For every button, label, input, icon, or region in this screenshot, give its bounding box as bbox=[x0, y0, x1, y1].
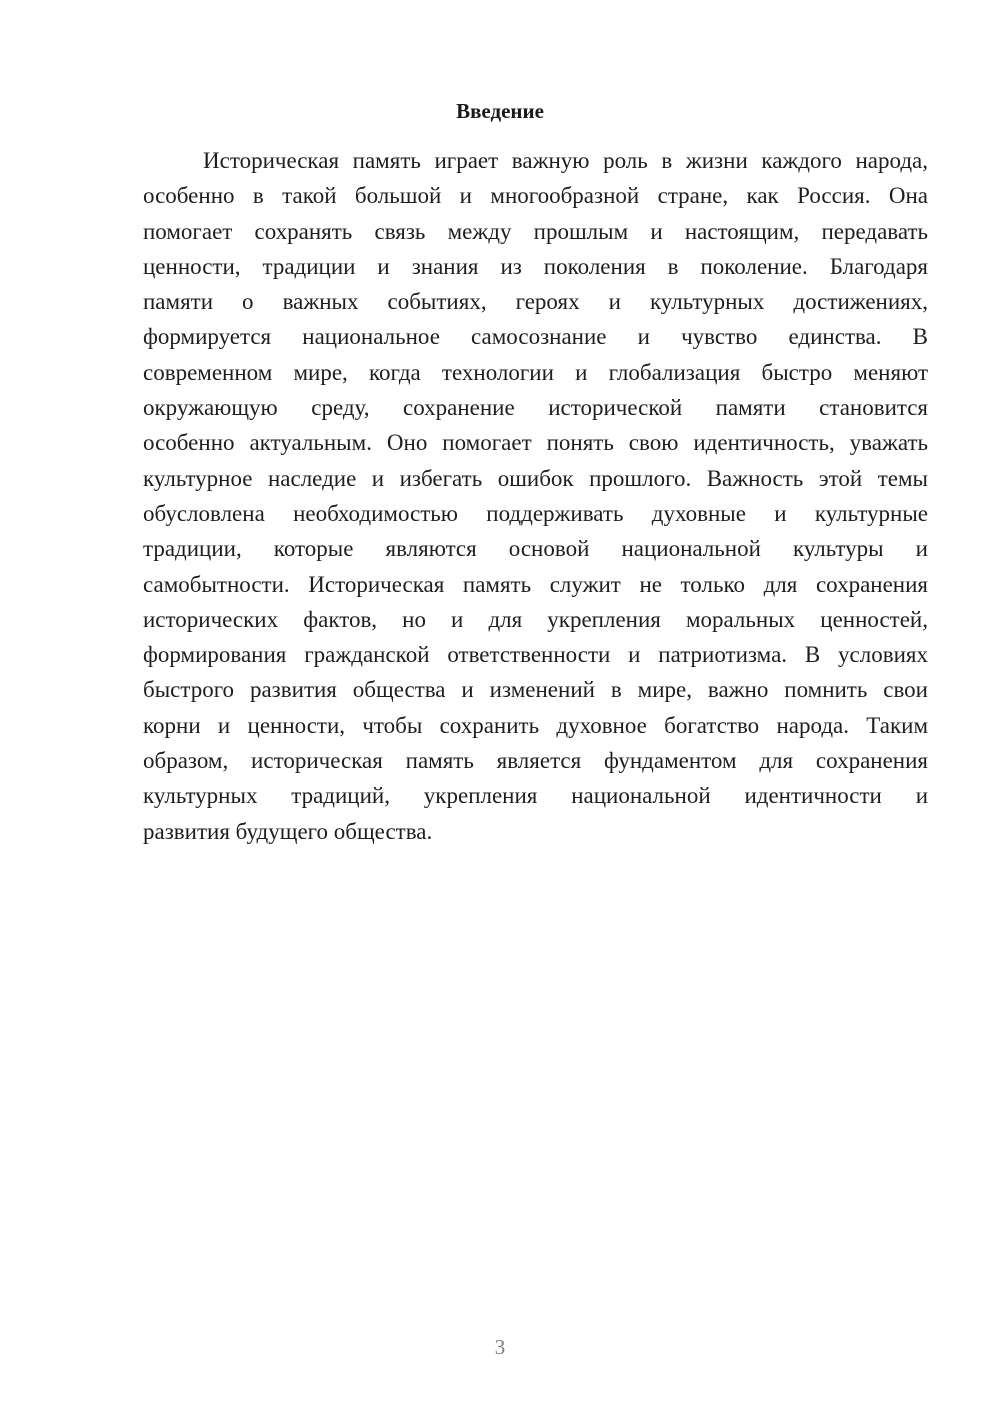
paragraph-line: ценности, традиции и знания из поколения в поколение. Благодаря bbox=[143, 253, 928, 279]
paragraph-line: быстрого развития общества и изменений в мире, важно помнить свои bbox=[143, 677, 928, 703]
paragraph-line: образом, историческая память является фундаментом для сохранения bbox=[143, 748, 928, 774]
paragraph-line: традиции, которые являются основой национальной культуры и bbox=[143, 536, 928, 562]
paragraph-line: обусловлена необходимостью поддерживать духовные и культурные bbox=[143, 500, 928, 526]
paragraph-line: Историческая память играет важную роль в жизни каждого народа, bbox=[203, 148, 928, 173]
paragraph-line: формируется национальное самосознание и чувство единства. В bbox=[143, 324, 928, 350]
paragraph-line: культурных традиций, укрепления национальной идентичности и bbox=[143, 783, 928, 809]
paragraph-line: окружающую среду, сохранение исторической памяти становится bbox=[143, 395, 928, 421]
paragraph-line: особенно актуальным. Оно помогает понять свою идентичность, уважать bbox=[143, 430, 928, 456]
paragraph-line: развития будущего общества. bbox=[143, 818, 433, 844]
paragraph-line: исторических фактов, но и для укрепления моральных ценностей, bbox=[143, 606, 928, 632]
introduction-paragraph bbox=[143, 143, 928, 849]
paragraph-line: памяти о важных событиях, героях и культурных достижениях, bbox=[143, 289, 928, 315]
paragraph-line: особенно в такой большой и многообразной стране, как Россия. Она bbox=[143, 183, 928, 209]
page-number: 3 bbox=[494, 1335, 506, 1359]
paragraph-line: культурное наследие и избегать ошибок прошлого. Важность этой темы bbox=[143, 465, 928, 491]
paragraph-line: современном мире, когда технологии и глобализация быстро меняют bbox=[143, 359, 928, 385]
paragraph-line: корни и ценности, чтобы сохранить духовное богатство народа. Таким bbox=[143, 712, 928, 738]
paragraph-line: помогает сохранять связь между прошлым и настоящим, передавать bbox=[143, 218, 928, 244]
section-heading: Введение bbox=[456, 99, 544, 123]
paragraph-line: самобытности. Историческая память служит не только для сохранения bbox=[143, 571, 928, 597]
paragraph-line: формирования гражданской ответственности и патриотизма. В условиях bbox=[143, 642, 928, 668]
